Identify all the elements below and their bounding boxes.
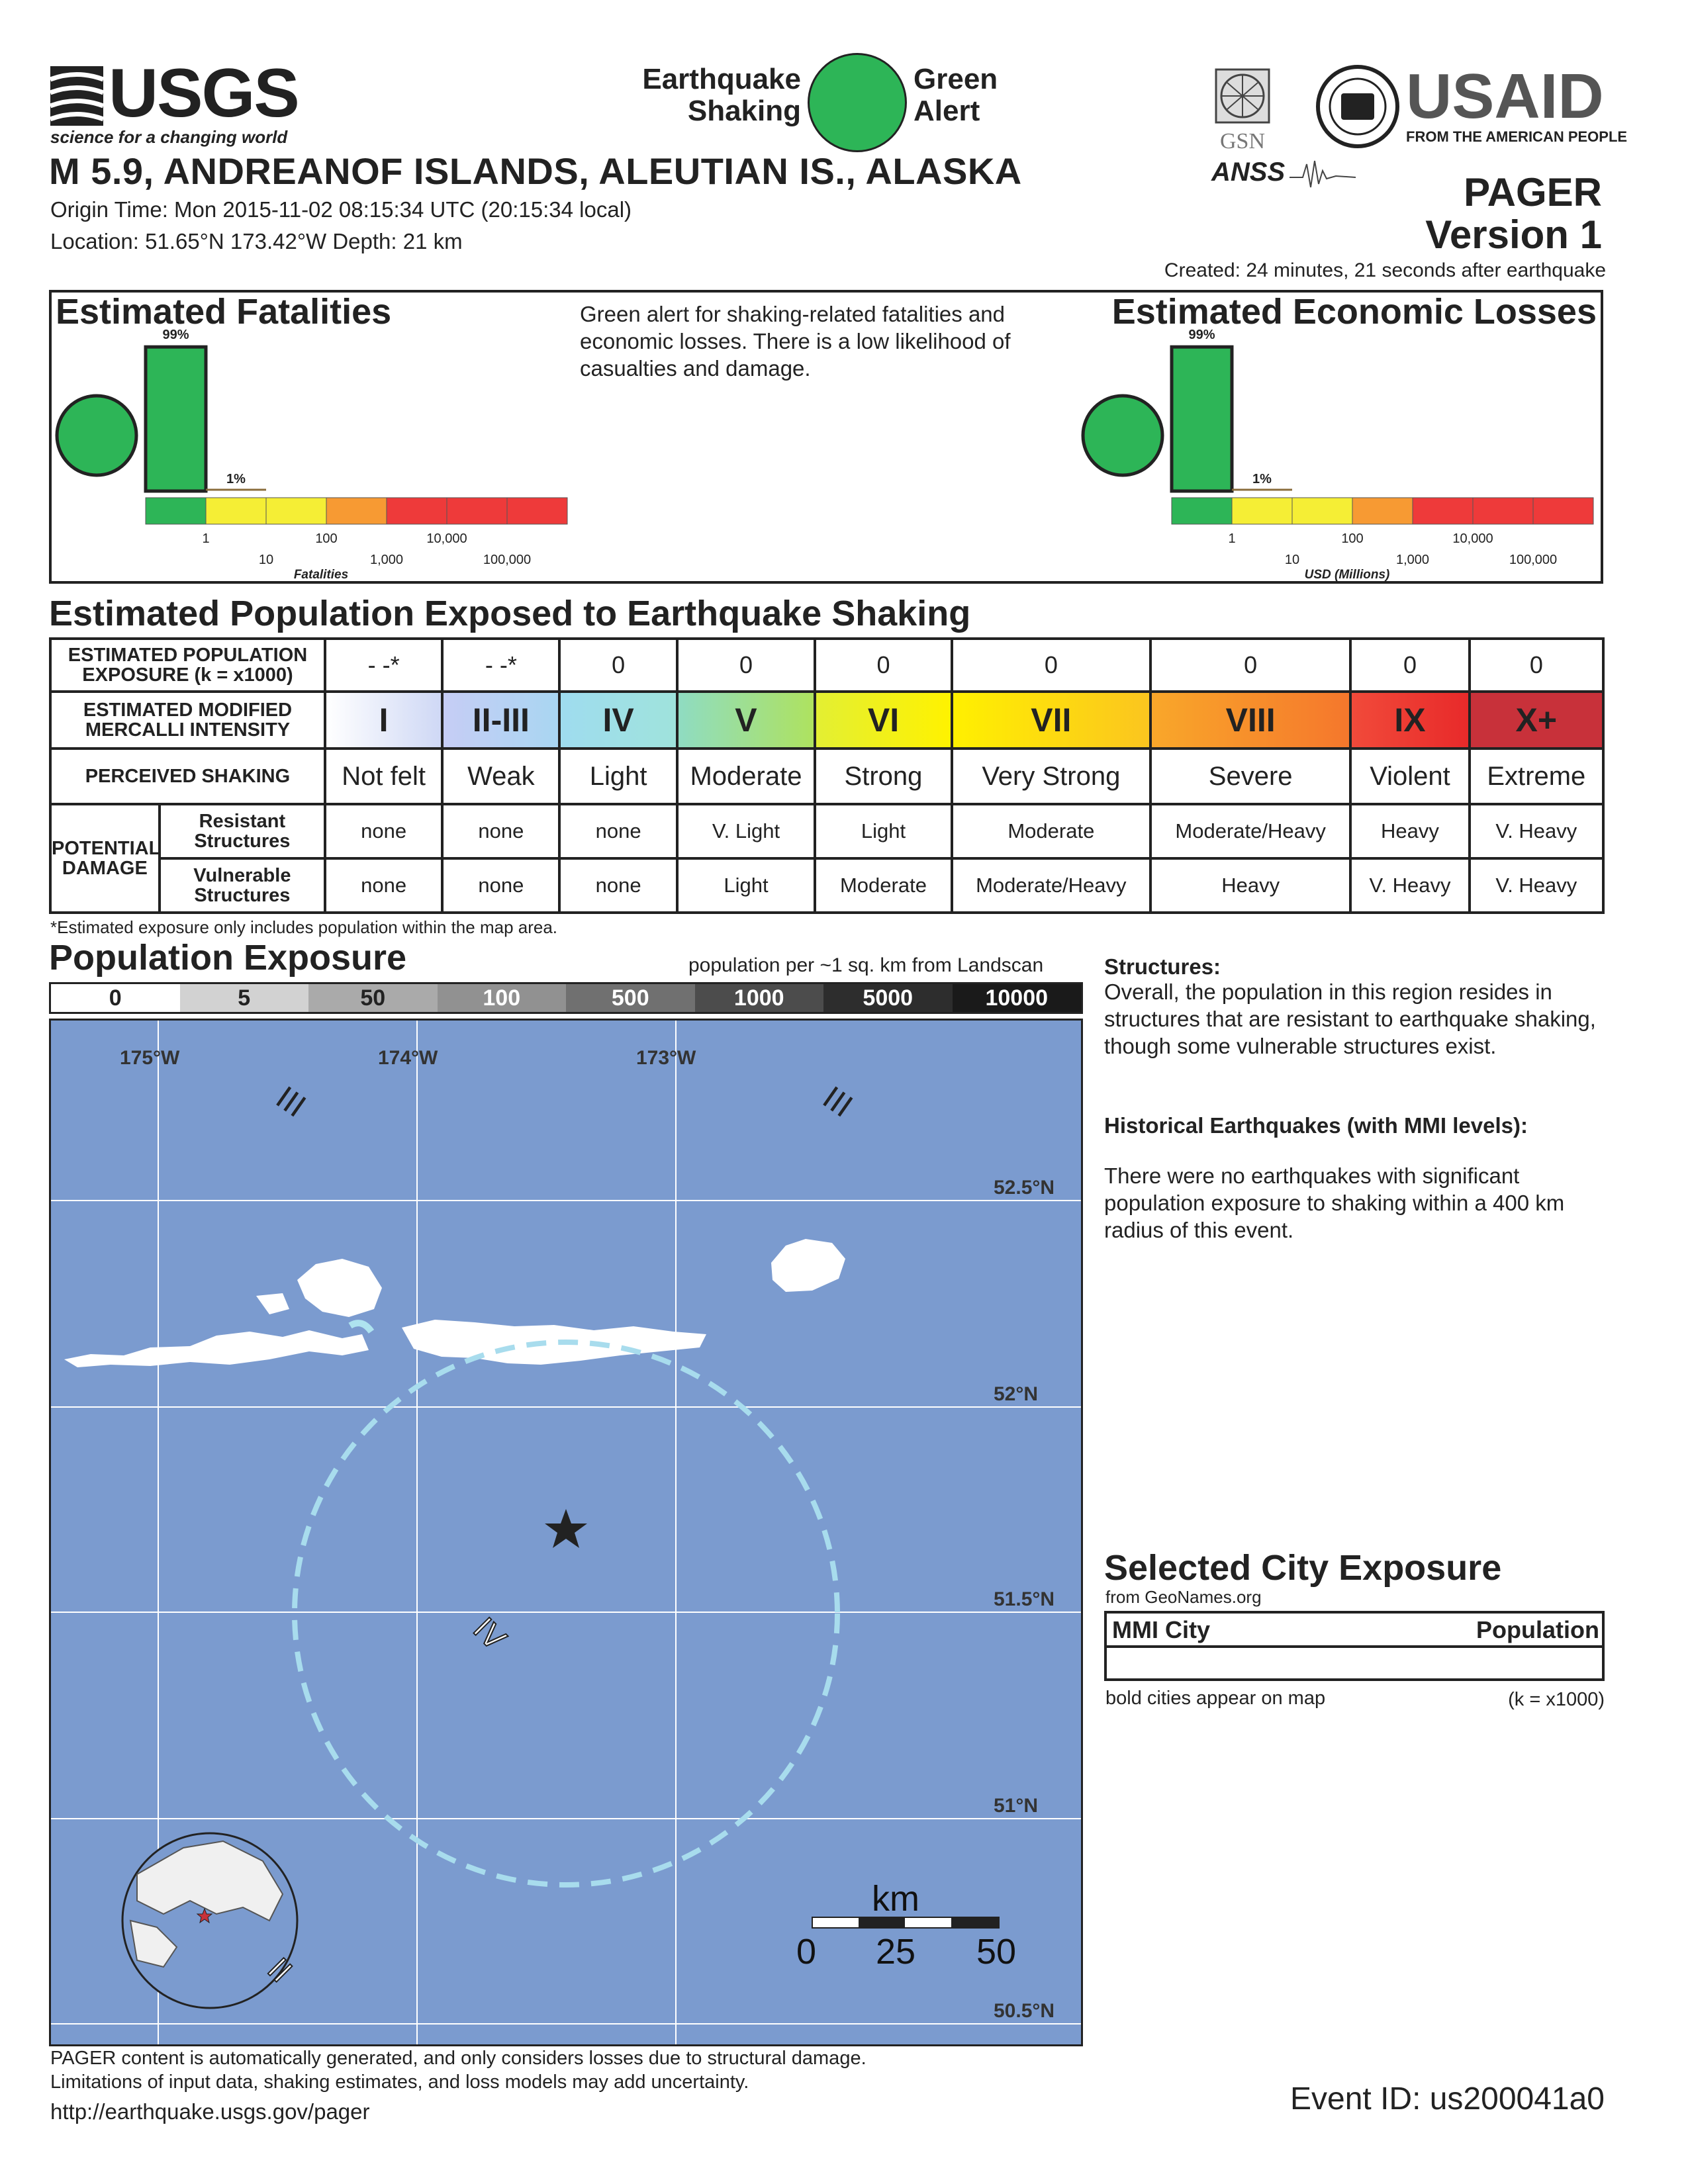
vulnerable-cell: Moderate/Heavy (952, 858, 1150, 913)
lat-label: 51°N (994, 1795, 1039, 1817)
pop-cell: 0 (1470, 639, 1603, 692)
bar-percent-label: 99% (162, 328, 189, 342)
mmi-cell: X+ (1470, 692, 1603, 749)
scale-segment (1352, 498, 1413, 524)
population-legend (49, 982, 1083, 1014)
histogram-bar (1172, 347, 1232, 491)
shaking-cell: Light (559, 749, 677, 804)
alert-level-circle (1083, 396, 1162, 475)
scale-tick-label: 100 (315, 531, 338, 546)
resistant-cell: Moderate/Heavy (1150, 804, 1350, 858)
scale-axis-label: Fatalities (293, 568, 349, 582)
shaking-label: PERCEIVED SHAKING (50, 749, 325, 804)
pop-cell: 0 (559, 639, 677, 692)
mmi-cell: VIII (1150, 692, 1350, 749)
scale-tick-label: 10 (258, 553, 274, 567)
scale-segment (1533, 498, 1593, 524)
scale-tick-label: 1,000 (369, 553, 404, 567)
shaking-cell: Not felt (325, 749, 442, 804)
usaid-wordmark: USAID FROM THE AMERICAN PEOPLE (1406, 61, 1628, 145)
vulnerable-cell: none (559, 858, 677, 913)
mmi-row (50, 692, 1603, 749)
lat-label: 52.5°N (994, 1177, 1055, 1199)
vulnerable-cell: none (442, 858, 559, 913)
pop-cell: 0 (1350, 639, 1469, 692)
resistant-cell: Heavy (1350, 804, 1469, 858)
pop-cell: 0 (952, 639, 1150, 692)
legend-bin: 5000 (823, 984, 953, 1012)
contour-label: III (269, 1079, 312, 1124)
scale-segment (1292, 498, 1352, 524)
alert-left-text: Earthquake Shaking (642, 63, 801, 127)
historical-text: There were no earthquakes with significant population exposure to shaking within a 400 km radius of this event. (1104, 1163, 1565, 1242)
seismogram-icon (1289, 158, 1356, 191)
scale-tick-label: 100,000 (1509, 553, 1558, 567)
losses-title: Estimated Economic Losses (1111, 292, 1597, 332)
contour-label: IV (466, 1610, 513, 1658)
mmi-cell: I (325, 692, 442, 749)
scale-segment (266, 498, 326, 524)
globe-grid-icon (1213, 66, 1272, 126)
shaking-cell: Moderate (677, 749, 816, 804)
shaking-cell: Violent (1350, 749, 1469, 804)
legend-bin: 5 (180, 984, 309, 1012)
scale-unit: km (872, 1879, 919, 1919)
bar-percent-label: 99% (1188, 328, 1215, 342)
resistant-label: Resistant Structures (160, 804, 325, 858)
scale-segment (387, 498, 447, 524)
resistant-cell: Moderate (952, 804, 1150, 858)
legend-bin: 50 (308, 984, 438, 1012)
structures-text: Overall, the population in this region resides in structures that are resistant to earthquake shaking, though some vulnerable structures exist. (1104, 979, 1596, 1058)
lon-label: 175°W (120, 1047, 180, 1069)
mmi-cell: VI (815, 692, 951, 749)
usgs-logo (50, 55, 299, 150)
mmi-cell: II-III (442, 692, 559, 749)
mmi-cell: IV (559, 692, 677, 749)
population-row (50, 639, 1603, 692)
resistant-cell: none (559, 804, 677, 858)
scale-tick-label: 10,000 (1452, 531, 1493, 546)
created-time: Created: 24 minutes, 21 seconds after earthquake (1164, 259, 1606, 281)
city-table (1104, 1611, 1605, 1681)
col-mmi-city: MMI City (1112, 1616, 1210, 1643)
scale-segment (507, 498, 567, 524)
scale-tick-label: 1 (202, 531, 210, 546)
event-id: Event ID: us200041a0 (1289, 2081, 1605, 2116)
pop-cell: - -* (325, 639, 442, 692)
lat-label: 51.5°N (994, 1588, 1055, 1610)
scale-tick-label: 10,000 (426, 531, 467, 546)
lon-label: 173°W (636, 1047, 696, 1069)
pager-version: Version 1 (1425, 212, 1602, 257)
legend-bin: 500 (566, 984, 695, 1012)
shaking-cell: Very Strong (952, 749, 1150, 804)
scale-segment (1232, 498, 1292, 524)
lon-label: 174°W (378, 1047, 438, 1069)
alert-circle (808, 53, 907, 152)
pop-cell: 0 (815, 639, 951, 692)
vulnerable-cell: V. Heavy (1350, 858, 1469, 913)
structures-title: Structures: (1104, 954, 1221, 979)
vulnerable-cell: Light (677, 858, 816, 913)
population-map (49, 1019, 1083, 2046)
damage-label: POTENTIAL DAMAGE (50, 804, 160, 913)
pager-label: PAGER (1464, 170, 1602, 214)
fatalities-chart (53, 324, 583, 582)
exposure-footnote: *Estimated exposure only includes population within the map area. (50, 917, 558, 937)
epicenter-star (545, 1509, 587, 1548)
shaking-row (50, 749, 1603, 804)
scale-segment (447, 498, 507, 524)
map-graphic (51, 1021, 1081, 2044)
city-table-header (1107, 1614, 1602, 1648)
scale-tick-label: 100,000 (483, 553, 532, 567)
scale-tick: 0 (796, 1932, 817, 1972)
resistant-cell: V. Heavy (1470, 804, 1603, 858)
pop-cell: 0 (677, 639, 816, 692)
city-note-left: bold cities appear on map (1105, 1688, 1326, 1709)
vulnerable-label: Vulnerable Structures (160, 858, 325, 913)
pop-cell: - -* (442, 639, 559, 692)
city-note-right: (k = x1000) (1508, 1689, 1605, 1710)
anss-logo: ANSS (1211, 158, 1357, 191)
city-exposure-title: Selected City Exposure (1104, 1548, 1502, 1588)
alert-description: Green alert for shaking-related fatalities and economic losses. There is a low likelihood of casualties and damage. (580, 302, 1011, 381)
mmi-cell: V (677, 692, 816, 749)
population-map-subtitle: population per ~1 sq. km from Landscan (688, 954, 1044, 976)
mmi-cell: VII (952, 692, 1150, 749)
event-title: M 5.9, ANDREANOF ISLANDS, ALEUTIAN IS., ALASKA (49, 150, 1022, 192)
scale-segment (326, 498, 387, 524)
scale-tick: 25 (876, 1932, 916, 1972)
scale-tick-label: 1,000 (1395, 553, 1430, 567)
fatalities-title: Estimated Fatalities (56, 292, 392, 332)
resistant-cell: V. Light (677, 804, 816, 858)
contour-label: III (816, 1079, 859, 1124)
legend-bin: 100 (438, 984, 567, 1012)
contour-label: II (260, 1951, 299, 1989)
gsn-logo: GSN (1213, 66, 1272, 152)
shaking-cell: Weak (442, 749, 559, 804)
legend-bin: 0 (51, 984, 180, 1012)
mmi-cell: IX (1350, 692, 1469, 749)
bar-percent-label: 1% (226, 472, 246, 486)
lat-label: 50.5°N (994, 2000, 1055, 2022)
scale-segment (1413, 498, 1473, 524)
losses-chart (1079, 324, 1609, 582)
pop-cell: 0 (1150, 639, 1350, 692)
shaking-cell: Extreme (1470, 749, 1603, 804)
vulnerable-row (50, 858, 1603, 913)
scale-tick-label: 100 (1341, 531, 1364, 546)
mmi-contour (295, 1342, 837, 1885)
footer-line2: Limitations of input data, shaking estimates, and loss models may add uncertainty. (50, 2071, 749, 2093)
usaid-seal (1315, 64, 1401, 150)
exposure-table (49, 637, 1605, 914)
usaid-seal-icon (1315, 64, 1401, 150)
legend-bin: 1000 (695, 984, 824, 1012)
col-population: Population (1476, 1616, 1599, 1643)
scale-segment (1473, 498, 1533, 524)
scale-tick-label: 10 (1284, 553, 1300, 567)
scale-axis-label: USD (Millions) (1304, 568, 1390, 582)
shaking-cell: Severe (1150, 749, 1350, 804)
exposure-title: Estimated Population Exposed to Earthquake Shaking (49, 594, 971, 633)
resistant-cell: none (325, 804, 442, 858)
alert-right-text: Green Alert (914, 63, 998, 127)
origin-time: Origin Time: Mon 2015-11-02 08:15:34 UTC (20:15:34 local) (50, 197, 632, 222)
alert-level-circle (57, 396, 136, 475)
scale-tick-label: 1 (1228, 531, 1236, 546)
vulnerable-cell: none (325, 858, 442, 913)
usgs-wave-icon (50, 66, 103, 126)
population-map-title: Population Exposure (49, 938, 407, 978)
historical-title: Historical Earthquakes (with MMI levels): (1104, 1113, 1528, 1138)
mmi-label: ESTIMATED MODIFIED MERCALLI INTENSITY (50, 692, 325, 749)
vulnerable-cell: V. Heavy (1470, 858, 1603, 913)
resistant-cell: none (442, 804, 559, 858)
shaking-cell: Strong (815, 749, 951, 804)
city-exposure-source: from GeoNames.org (1105, 1587, 1262, 1607)
population-label: ESTIMATED POPULATION EXPOSURE (k = x1000) (50, 639, 325, 692)
lat-label: 52°N (994, 1383, 1039, 1405)
usgs-tagline: science for a changing world (50, 127, 288, 147)
resistant-row (50, 804, 1603, 858)
footer-url[interactable]: http://earthquake.usgs.gov/pager (50, 2099, 370, 2124)
vulnerable-cell: Moderate (815, 858, 951, 913)
footer-line1: PAGER content is automatically generated, and only considers losses due to structural damage. (50, 2048, 867, 2069)
islands (64, 1239, 845, 1367)
legend-bin: 10000 (953, 984, 1082, 1012)
bar-percent-label: 1% (1252, 472, 1272, 486)
scale-tick: 50 (976, 1932, 1017, 1972)
scale-segment (1172, 498, 1232, 524)
resistant-cell: Light (815, 804, 951, 858)
vulnerable-cell: Heavy (1150, 858, 1350, 913)
usgs-wordmark: USGS (109, 55, 299, 132)
location: Location: 51.65°N 173.42°W Depth: 21 km (50, 229, 463, 253)
scale-segment (146, 498, 206, 524)
histogram-bar (146, 347, 206, 491)
scale-segment (206, 498, 266, 524)
